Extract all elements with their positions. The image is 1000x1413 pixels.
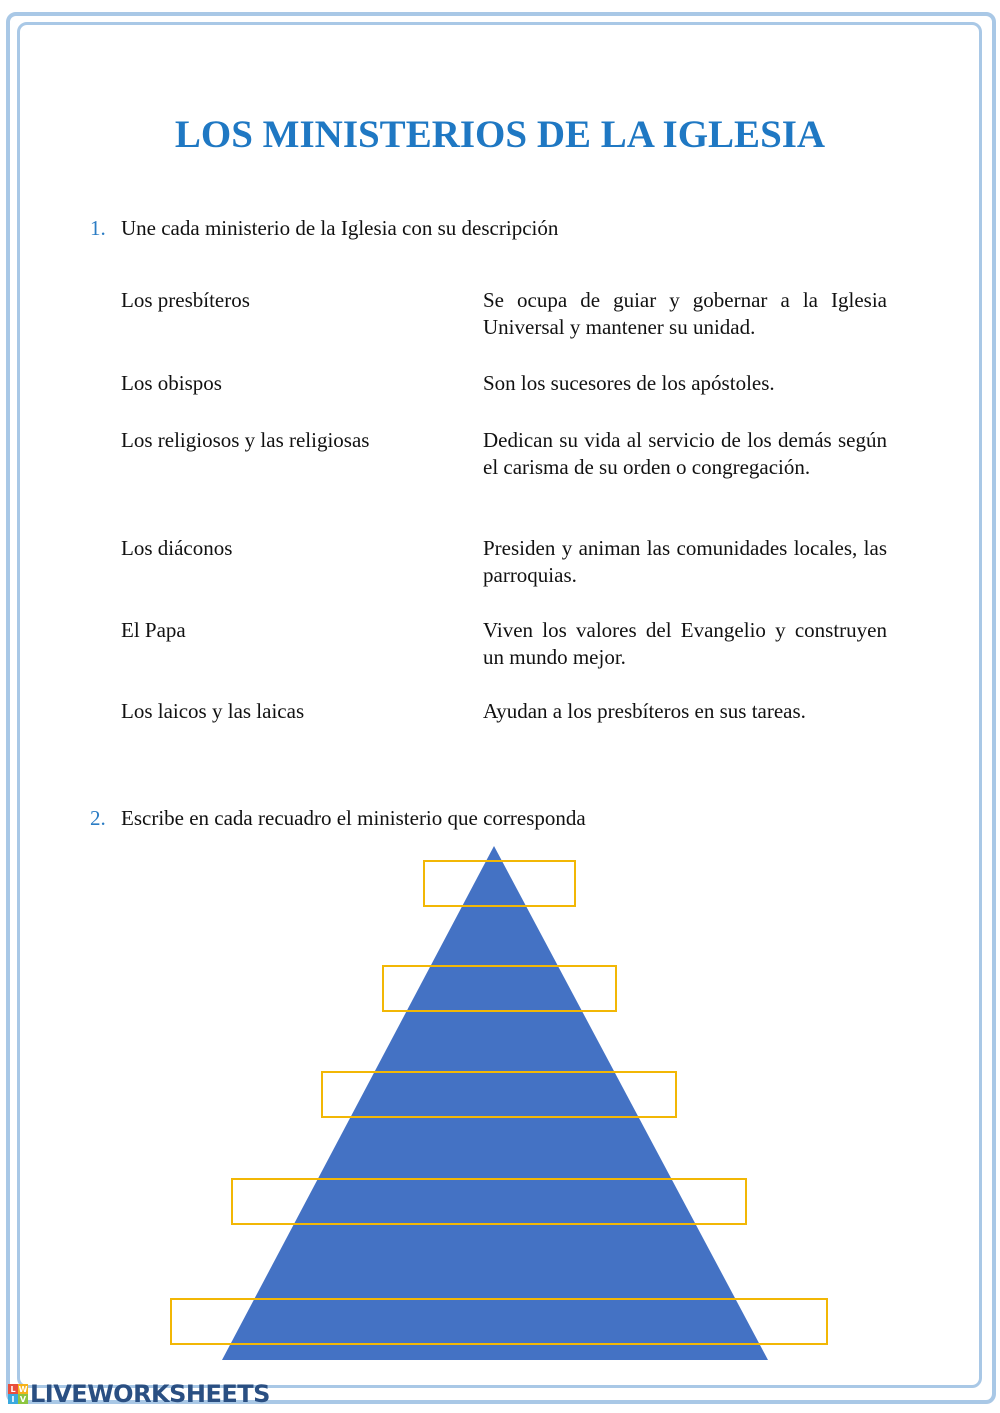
ministry-description[interactable]: Viven los valores del Evangelio y construyen un mundo mejor. xyxy=(483,618,887,669)
logo-letter: W xyxy=(18,1384,28,1394)
liveworksheets-wordmark: LIVEWORKSHEETS xyxy=(30,1380,270,1408)
page-title: LOS MINISTERIOS DE LA IGLESIA xyxy=(174,113,826,156)
logo-letter: V xyxy=(19,1394,27,1404)
ministry-label[interactable]: Los diáconos xyxy=(121,536,233,560)
question-2-text: Escribe en cada recuadro el ministerio que corresponda xyxy=(121,806,586,830)
question-1-text: Une cada ministerio de la Iglesia con su descripción xyxy=(121,216,559,240)
ministry-description[interactable]: Son los sucesores de los apóstoles. xyxy=(483,371,775,395)
ministry-description[interactable]: Ayudan a los presbíteros en sus tareas. xyxy=(483,699,806,723)
ministry-label[interactable]: Los obispos xyxy=(121,371,222,395)
logo-letter: L xyxy=(8,1384,18,1394)
ministry-description[interactable]: Se ocupa de guiar y gobernar a la Iglesia Universal y mantener su unidad. xyxy=(483,288,887,339)
question-2-number: 2. xyxy=(90,806,106,830)
logo-letter: I xyxy=(8,1394,18,1404)
question-1-number: 1. xyxy=(90,216,106,240)
liveworksheets-logo xyxy=(8,1380,270,1408)
pyramid-triangle xyxy=(222,846,768,1360)
ministry-label[interactable]: Los religiosos y las religiosas xyxy=(121,428,370,452)
ministry-description[interactable]: Presiden y animan las comunidades locales, las parroquias. xyxy=(483,536,887,587)
ministry-label[interactable]: Los laicos y las laicas xyxy=(121,699,305,723)
ministry-label[interactable]: Los presbíteros xyxy=(121,288,250,312)
liveworksheets-mark-icon xyxy=(8,1384,28,1404)
ministry-label[interactable]: El Papa xyxy=(121,618,186,642)
ministry-description[interactable]: Dedican su vida al servicio de los demás según el carisma de su orden o congregación. xyxy=(483,428,887,479)
